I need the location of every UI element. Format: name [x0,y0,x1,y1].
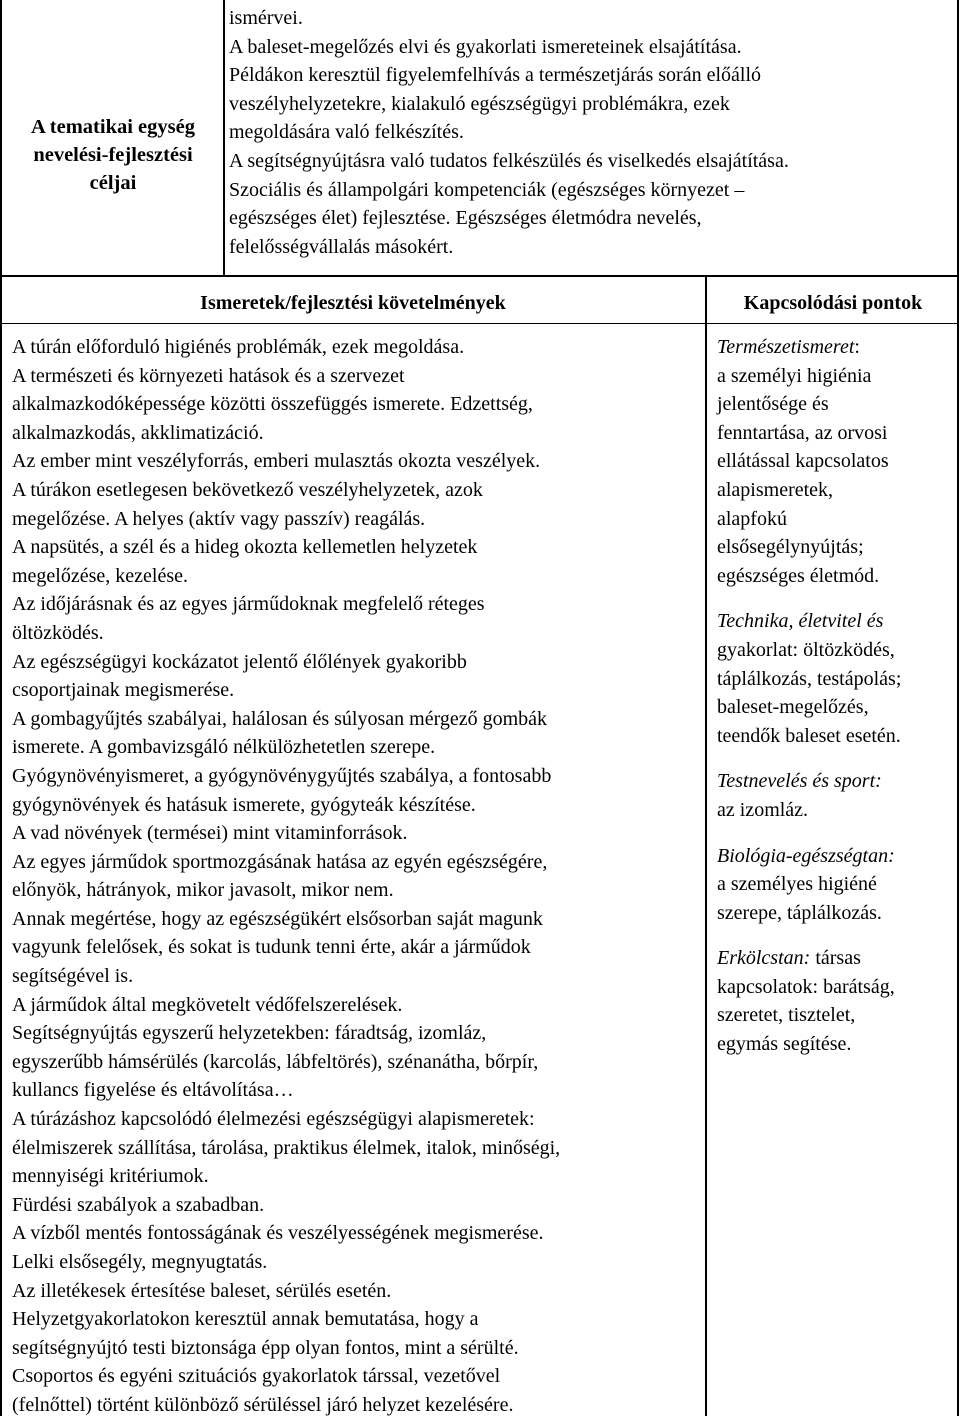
header-requirements: Ismeretek/fejlesztési követelmények [200,292,506,314]
requirement-line: vagyunk felelősek, és sokat is tudunk tenni érte, akár a járműdok [12,936,531,959]
connection-subject-line [717,842,901,871]
border-row-header-divider [223,0,225,276]
connection-line: elsősegélynyújtás; [717,536,864,559]
goals-text [229,4,789,261]
connection-line: egymás segítése. [717,1033,852,1056]
connection-subject-line [717,333,901,362]
goals-line: A segítségnyújtásra való tudatos felkészülés és viselkedés elsajátítása. [229,149,789,172]
requirement-line: A gombagyűjtés szabályai, halálosan és súlyosan mérgező gombák [12,707,548,730]
connection-lead: társas [810,947,861,970]
requirement-line: öltözködés. [12,621,104,644]
border-right-outer [957,0,959,1416]
requirement-line: A természeti és környezeti hatások és a szervezet [12,364,405,387]
requirements-text [12,333,560,1420]
requirement-line: Az időjárásnak és az egyes járműdoknak megfelelő réteges [12,593,485,616]
border-header-bottom [0,323,959,324]
requirement-line: A túrázáshoz kapcsolódó élelmezési egészségügyi alapismeretek: [12,1108,535,1131]
connection-line: egészséges életmód. [717,564,880,587]
row-header-line: A tematikai egység [31,116,195,138]
requirement-line: Az egészségügyi kockázatot jelentő élőlények gyakoribb [12,650,467,673]
requirement-line: Fürdési szabályok a szabadban. [12,1193,265,1216]
requirement-line: gyógynövények és hatásuk ismerete, gyógyteák készítése. [12,793,476,816]
requirement-line: A napsütés, a szél és a hideg okozta kellemetlen helyzetek [12,536,478,559]
goals-line: egészséges élet) fejlesztése. Egészséges életmódra nevelés, [229,207,702,230]
connection-line: szeretet, tisztelet, [717,1004,856,1027]
requirement-line: alkalmazkodás, akklimatizáció. [12,421,264,444]
connection-line: kapcsolatok: barátság, [717,975,895,998]
connection-line: alapismeretek, [717,478,834,501]
connection-gap [717,825,901,842]
row-header-line: céljai [89,172,137,194]
goals-line: A baleset-megelőzés elvi és gyakorlati ismereteinek elsajátítása. [229,35,742,58]
goals-line: felelősségvállalás másokért. [229,235,454,258]
connection-subject: Technika, életvitel és [717,610,884,633]
requirement-line: (felnőttel) történt különböző sérüléssel járó helyzet kezelésére. [12,1393,514,1416]
border-top-outer-left [0,0,2,1416]
connection-line: baleset-megelőzés, [717,696,869,719]
connection-gap [717,590,901,607]
requirement-line: Annak megértése, hogy az egészségükért elsősorban saját magunk [12,907,543,930]
goals-line: megoldására való felkészítés. [229,121,464,144]
requirement-line: Helyzetgyakorlatokon keresztül annak bemutatása, hogy a [12,1308,479,1331]
requirement-line: A túrán előforduló higiénés problémák, ezek megoldása. [12,336,465,358]
connection-subject: Biológia-egészségtan: [717,844,895,867]
goals-line: ismérvei. [229,7,303,29]
requirement-line: megelőzése. A helyes (aktív vagy passzív) reagálás. [12,507,426,530]
requirement-line: csoportjainak megismerése. [12,679,235,702]
connection-line: táplálkozás, testápolás; [717,667,902,690]
requirement-line: kullancs figyelése és eltávolítása… [12,1079,294,1102]
requirement-line: Az illetékesek értesítése baleset, sérülés esetén. [12,1279,392,1302]
connection-line: alapfokú [717,507,787,530]
connection-subject-line [717,767,901,796]
connection-line: szerepe, táplálkozás. [717,901,882,924]
connection-colon: : [854,336,860,358]
requirement-line: ismerete. A gombavizsgáló nélkülözhetetlen szerepe. [12,736,436,759]
connection-line: a személyes higiéné [717,873,877,896]
requirement-line: előnyök, hátrányok, mikor javasolt, mikor nem. [12,879,394,902]
connection-line: teendők baleset esetén. [717,724,901,747]
connection-line: jelentősége és [717,393,829,416]
requirement-line: A vad növények (termései) mint vitaminforrások. [12,822,408,845]
requirement-line: Lelki elsősegély, megnyugtatás. [12,1251,268,1273]
requirement-line: élelmiszerek szállítása, tárolása, praktikus élelmek, italok, minőségi, [12,1136,561,1159]
border-column-divider [705,277,707,1416]
row-header-line: nevelési-fejlesztési [33,144,193,166]
requirement-line: A túrákon esetlegesen bekövetkező veszélyhelyzetek, azok [12,478,483,501]
connection-line: gyakorlat: öltözködés, [717,638,895,661]
requirement-line: A vízből mentés fontosságának és veszélyességének megismerése. [12,1222,544,1245]
requirement-line: megelőzése, kezelése. [12,564,189,587]
connection-gap [717,927,901,944]
requirement-line: Segítségnyújtás egyszerű helyzetekben: fáradtság, izomláz, [12,1022,487,1045]
requirement-line: Gyógynövényismeret, a gyógynövénygyűjtés szabálya, a fontosabb [12,764,552,787]
requirement-line: segítségnyújtó testi biztonsága épp olyan fontos, mint a sérülté. [12,1336,519,1359]
requirement-line: mennyiségi kritériumok. [12,1165,209,1188]
connection-line: fenntartása, az orvosi [717,421,888,444]
goals-line: Szociális és állampolgári kompetenciák (egészséges környezet – [229,178,745,201]
connection-line: az izomláz. [717,798,809,821]
requirement-line: Az egyes járműdok sportmozgásának hatása az egyén egészségére, [12,850,548,873]
connections-text [717,333,901,1059]
connection-subject: Testnevelés és sport: [717,770,882,793]
connection-subject: Természetismeret [717,336,855,358]
connection-subject: Erkölcstan: [717,947,811,970]
requirement-line: A járműdok által megkövetelt védőfelszerelések. [12,993,403,1016]
requirement-line: Az ember mint veszélyforrás, emberi mulasztás okozta veszélyek. [12,450,541,473]
requirement-line: Csoportos és egyéni szituációs gyakorlatok társsal, vezetővel [12,1365,501,1388]
row-header-goals [4,113,222,197]
connection-subject-line [717,607,901,636]
goals-line: veszélyhelyzetekre, kialakuló egészségügyi problémákra, ezek [229,92,730,115]
connection-line: a személyi higiénia [717,364,872,387]
header-connections: Kapcsolódási pontok [743,292,923,314]
goals-line: Példákon keresztül figyelemfelhívás a természetjárás során előálló [229,64,762,87]
requirement-line: alkalmazkodóképessége közötti összefüggés ismerete. Edzettség, [12,393,533,416]
border-top-section-bottom [0,275,959,277]
connection-subject-line [717,944,901,973]
connection-gap [717,750,901,767]
requirement-line: egyszerűbb hámsérülés (karcolás, lábfeltörés), szénanátha, bőrpír, [12,1050,539,1073]
connection-line: ellátással kapcsolatos [717,450,889,473]
requirement-line: segítségével is. [12,965,134,988]
